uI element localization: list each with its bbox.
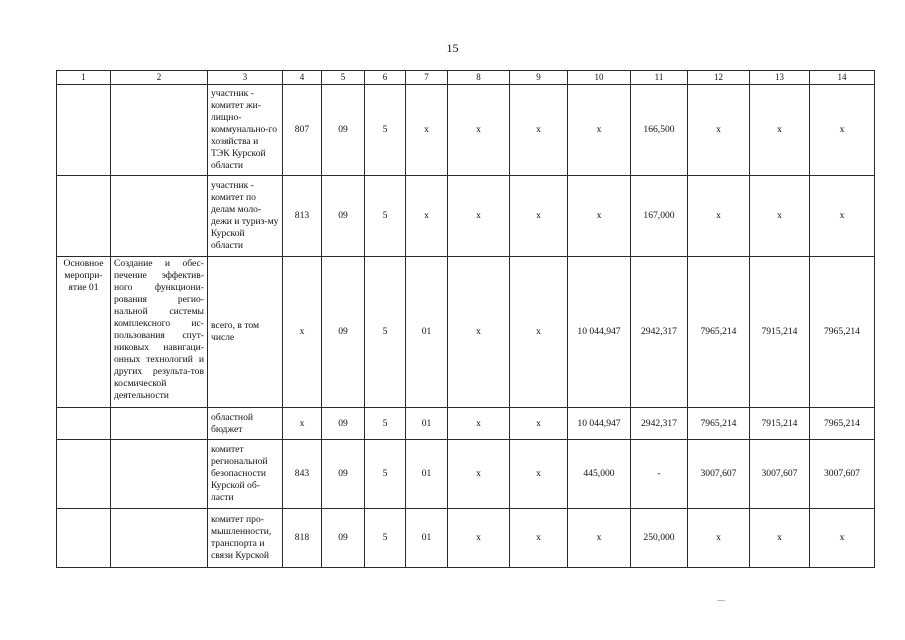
table-cell — [111, 408, 208, 440]
table-cell: 818 — [283, 509, 322, 568]
table-cell: 3007,607 — [750, 440, 810, 509]
table-cell: 09 — [322, 257, 365, 408]
table-cell: областной бюджет — [208, 408, 283, 440]
column-header: 5 — [322, 71, 365, 85]
table-cell — [57, 509, 111, 568]
table-cell: х — [750, 176, 810, 257]
table-cell: х — [448, 408, 510, 440]
column-header: 9 — [510, 71, 568, 85]
table-cell: 445,000 — [568, 440, 631, 509]
table-cell: 01 — [406, 257, 448, 408]
table-cell: х — [448, 509, 510, 568]
table-cell: 09 — [322, 176, 365, 257]
column-header: 4 — [283, 71, 322, 85]
table-cell: х — [283, 257, 322, 408]
column-header: 10 — [568, 71, 631, 85]
table-cell: 7915,214 — [750, 408, 810, 440]
table-cell: 7965,214 — [810, 408, 875, 440]
table-cell: х — [510, 257, 568, 408]
column-header: 1 — [57, 71, 111, 85]
table-row — [57, 408, 875, 440]
table-cell: х — [510, 509, 568, 568]
table-cell: х — [688, 85, 750, 176]
column-header: 8 — [448, 71, 510, 85]
table-cell: х — [448, 440, 510, 509]
table-cell — [57, 440, 111, 509]
table-cell: 09 — [322, 509, 365, 568]
table-cell: 167,000 — [631, 176, 688, 257]
table-cell: 5 — [365, 440, 406, 509]
table-cell: участник - комитет по делам моло-дежи и туриз-му Курской области — [208, 176, 283, 257]
table-cell: х — [448, 257, 510, 408]
table-cell: 09 — [322, 440, 365, 509]
column-header: 6 — [365, 71, 406, 85]
table-cell: 7915,214 — [750, 257, 810, 408]
table-cell: 3007,607 — [810, 440, 875, 509]
page-number: 15 — [446, 41, 459, 55]
table-cell: 7965,214 — [688, 408, 750, 440]
table-cell — [111, 85, 208, 176]
table-cell: х — [406, 85, 448, 176]
table-cell — [57, 408, 111, 440]
column-header: 14 — [810, 71, 875, 85]
table-cell: х — [810, 509, 875, 568]
table-cell: х — [510, 408, 568, 440]
table-cell: 01 — [406, 509, 448, 568]
table-row — [57, 257, 875, 408]
table-row — [57, 176, 875, 257]
table-cell: х — [750, 85, 810, 176]
table-cell: х — [510, 176, 568, 257]
table-cell: х — [448, 176, 510, 257]
table-row — [57, 509, 875, 568]
table-cell: 2942,317 — [631, 257, 688, 408]
table-cell: 807 — [283, 85, 322, 176]
table-cell — [57, 85, 111, 176]
table-cell: х — [283, 408, 322, 440]
table-cell: 166,500 — [631, 85, 688, 176]
table-cell: х — [750, 509, 810, 568]
table-cell: - — [631, 440, 688, 509]
table-cell: 5 — [365, 408, 406, 440]
table-cell: 5 — [365, 176, 406, 257]
table-cell: 2942,317 — [631, 408, 688, 440]
table-cell — [111, 509, 208, 568]
table-cell — [57, 176, 111, 257]
table-cell: 09 — [322, 408, 365, 440]
budget-table — [56, 70, 875, 568]
table-cell: Основное меропри-ятие 01 — [57, 257, 111, 408]
table-cell: 7965,214 — [810, 257, 875, 408]
table-cell: комитет про-мышленности, транспорта и связи Курской — [208, 509, 283, 568]
table-cell: 10 044,947 — [568, 408, 631, 440]
table-cell: 5 — [365, 85, 406, 176]
table-cell — [111, 440, 208, 509]
table-cell: х — [448, 85, 510, 176]
table-cell: участник - комитет жи-лищно-коммунально-го хозяйства и ТЭК Курской области — [208, 85, 283, 176]
column-header: 7 — [406, 71, 448, 85]
table-cell: 5 — [365, 257, 406, 408]
table-cell: Создание и обес-печение эффектив-ного функциони-рования регио-нальной системы комплексного ис-пользования спут-никовых навигаци-онных технологий и других результа-тов космической деятельности — [111, 257, 208, 408]
table-cell: 7965,214 — [688, 257, 750, 408]
scan-mark — [717, 600, 725, 601]
table-row — [57, 440, 875, 509]
column-header: 3 — [208, 71, 283, 85]
table-cell — [111, 176, 208, 257]
table-cell: 813 — [283, 176, 322, 257]
table-cell: 3007,607 — [688, 440, 750, 509]
table-cell: 01 — [406, 408, 448, 440]
table-cell: х — [406, 176, 448, 257]
table-cell: х — [688, 176, 750, 257]
table-cell: 843 — [283, 440, 322, 509]
table-cell: 250,000 — [631, 509, 688, 568]
table-cell: х — [810, 176, 875, 257]
table-row — [57, 85, 875, 176]
table-cell: 10 044,947 — [568, 257, 631, 408]
table-cell: х — [688, 509, 750, 568]
table-cell: 09 — [322, 85, 365, 176]
table-cell: х — [568, 509, 631, 568]
table-cell: 01 — [406, 440, 448, 509]
table-cell: комитет региональной безопасности Курской об-ласти — [208, 440, 283, 509]
table-cell: х — [510, 85, 568, 176]
table-cell: х — [568, 85, 631, 176]
column-header: 11 — [631, 71, 688, 85]
table-cell: х — [810, 85, 875, 176]
table-header-row — [57, 71, 875, 85]
table-cell: всего, в том числе — [208, 257, 283, 408]
table-cell: х — [510, 440, 568, 509]
table-cell: 5 — [365, 509, 406, 568]
table-cell: х — [568, 176, 631, 257]
column-header: 12 — [688, 71, 750, 85]
column-header: 2 — [111, 71, 208, 85]
column-header: 13 — [750, 71, 810, 85]
